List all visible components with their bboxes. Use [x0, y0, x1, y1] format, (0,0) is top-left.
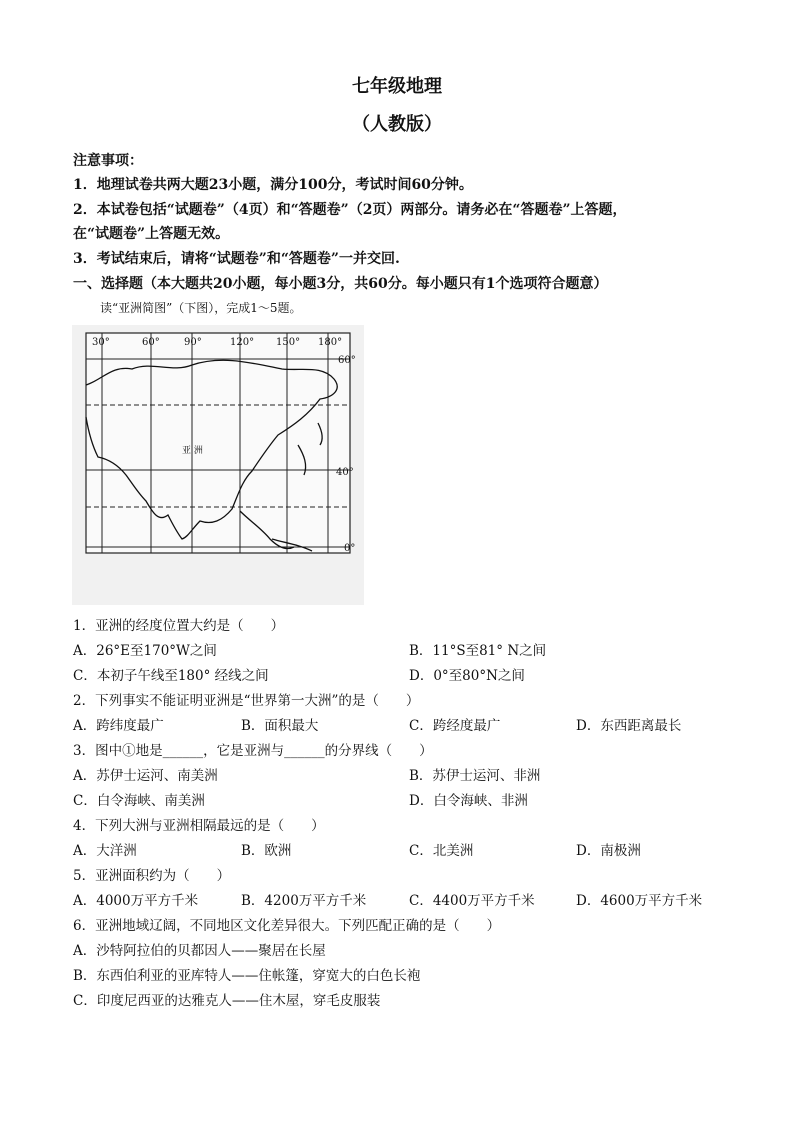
question-option: A．大洋洲: [73, 843, 137, 859]
notes-heading: 注意事项：: [73, 153, 143, 169]
question-stem: 3．图中①地是______，它是亚洲与______的分界线（ ）: [73, 743, 433, 759]
question-stem: 6．亚洲地域辽阔，不同地区文化差异很大。下列匹配正确的是（ ）: [73, 918, 501, 934]
question-option: A．苏伊士运河、南美洲: [73, 768, 218, 784]
question-option: D．南极洲: [576, 843, 641, 859]
asia-map-graphic: [72, 325, 364, 605]
map-label-60: 60°: [142, 337, 160, 348]
question-option: B．4200万平方千米: [241, 893, 367, 909]
map-label-30: 30°: [92, 337, 110, 348]
question-stem: 1．亚洲的经度位置大约是（ ）: [73, 618, 285, 634]
question-stem: 5．亚洲面积约为（ ）: [73, 868, 231, 884]
map-label-120: 120°: [230, 337, 255, 348]
asia-map: [72, 325, 364, 605]
page-title: 七年级地理: [352, 76, 442, 97]
question-option: C．北美洲: [409, 843, 474, 859]
question-option: A．跨纬度最广: [73, 718, 164, 734]
map-instruction: 读“亚洲简图”（下图），完成1～5题。: [100, 301, 302, 315]
map-label-180: 180°: [318, 337, 343, 348]
question-option: D．白令海峡、非洲: [409, 793, 528, 809]
map-label-150: 150°: [276, 337, 301, 348]
question-option: A．26°E至170°W之间: [73, 643, 217, 659]
note-item: 2．本试卷包括“试题卷”（4页）和“答题卷”（2页）两部分。请务必在“答题卷”上答题，: [73, 202, 627, 218]
question-option: B．11°S至81° N之间: [409, 643, 547, 659]
question-option: C．4400万平方千米: [409, 893, 535, 909]
map-label-lat60: 60°: [338, 355, 356, 366]
question-option: B．欧洲: [241, 843, 292, 859]
question-stem: 2．下列事实不能证明亚洲是“世界第一大洲”的是（ ）: [73, 693, 420, 709]
map-label-lat40: 40°: [336, 467, 354, 478]
question-option: C．本初子午线至180° 经线之间: [73, 668, 269, 684]
question-option: C．跨经度最广: [409, 718, 501, 734]
question-stem: 4．下列大洲与亚洲相隔最远的是（ ）: [73, 818, 325, 834]
map-label-asia: 亚 洲: [182, 446, 203, 456]
question-option: B．东西伯利亚的亚库特人——住帐篷，穿宽大的白色长袍: [73, 968, 421, 984]
note-item: 1．地理试卷共两大题23小题，满分100分，考试时间60分钟。: [73, 177, 473, 193]
page-subtitle: （人教版）: [352, 114, 442, 135]
map-label-90: 90°: [184, 337, 202, 348]
map-label-lat0: 0°: [344, 543, 356, 554]
question-option: A．沙特阿拉伯的贝都因人——聚居在长屋: [73, 943, 326, 959]
question-option: C．印度尼西亚的达雅克人——住木屋，穿毛皮服装: [73, 993, 381, 1009]
question-option: B．面积最大: [241, 718, 319, 734]
question-option: A．4000万平方千米: [73, 893, 199, 909]
question-option: D．4600万平方千米: [576, 893, 703, 909]
question-option: D．东西距离最长: [576, 718, 682, 734]
question-option: B．苏伊士运河、非洲: [409, 768, 541, 784]
note-item: 在“试题卷”上答题无效。: [73, 226, 230, 242]
question-option: D．0°至80°N之间: [409, 668, 525, 684]
section-heading: 一、选择题（本大题共20小题，每小题3分，共60分。每小题只有1个选项符合题意）: [73, 276, 608, 292]
note-item: 3．考试结束后，请将“试题卷”和“答题卷”一并交回.: [73, 251, 400, 267]
question-option: C．白令海峡、南美洲: [73, 793, 205, 809]
